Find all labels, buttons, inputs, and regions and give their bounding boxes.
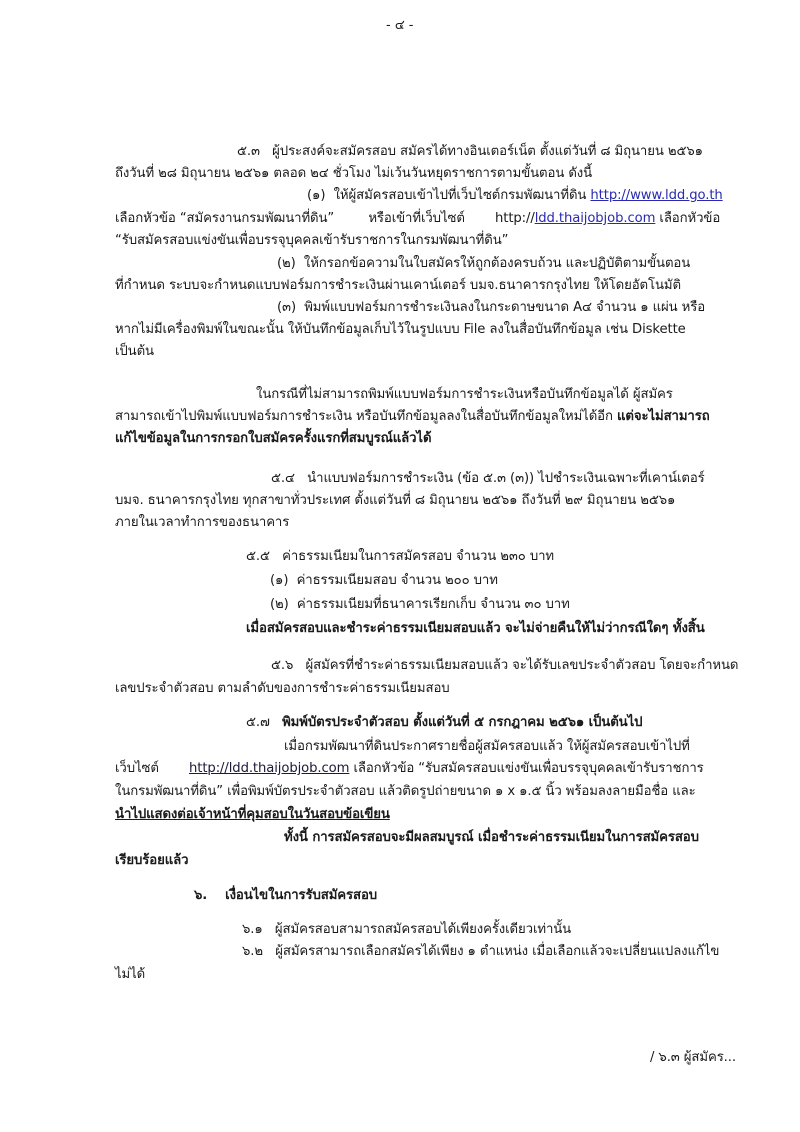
section-5-3-item2-line2: ที่กำหนด ระบบจะกำหนดแบบฟอร์มการชำระเงินผ่านเคาน์เตอร์ บมจ.ธนาคารกรุงไทย ให้โดยอัตโนมัติ	[115, 278, 681, 293]
section-5-7-line3: ในกรมพัฒนาที่ดิน” เพื่อพิมพ์บัตรประจำตัวสอบ แล้วติดรูปถ่ายขนาด ๑ x ๑.๕ นิ้ว พร้อมลงลายมือชื่อ และ	[115, 784, 696, 799]
item1-or-visit: หรือเข้าที่เว็บไซต์	[368, 211, 465, 226]
fee-item-2	[270, 596, 570, 614]
section-6-title: เงื่อนไขในการรับสมัครสอบ	[225, 888, 378, 903]
section-5-5-line	[246, 548, 554, 566]
page-number: - ๔ -	[386, 18, 414, 33]
item1-text: ให้ผู้สมัครสอบเข้าไปที่เว็บไซต์กรมพัฒนาที่ดิน	[333, 188, 587, 203]
thaijobjob-link[interactable]: ldd.thaijobjob.com	[534, 211, 656, 226]
section-5-6-line2: เลขประจำตัวสอบ ตามลำดับของการชำระค่าธรรมเนียมสอบ	[115, 681, 450, 696]
item3-number: (๓)	[277, 300, 297, 315]
section-5-3-text: ผู้ประสงค์จะสมัครสอบ สมัครได้ทางอินเตอร์เน็ต ตั้งแต่วันที่ ๘ มิถุนายน ๒๕๖๑	[272, 144, 703, 159]
section-5-6-text: ผู้สมัครที่ชำระค่าธรรมเนียมสอบแล้ว จะได้รับเลขประจำตัวสอบ โดยจะกำหนด	[305, 658, 739, 673]
section-5-7-title: พิมพ์บัตรประจำตัวสอบ ตั้งแต่วันที่ ๕ กรกฎาคม ๒๕๖๑ เป็นต้นไป	[282, 715, 643, 730]
section-5-4-text: นำแบบฟอร์มการชำระเงิน (ข้อ ๕.๓ (๓)) ไปชำระเงินเฉพาะที่เคาน์เตอร์	[307, 471, 705, 486]
thaijobjob-print-link[interactable]: http://ldd.thaijobjob.com	[189, 761, 350, 776]
fee-item-1-text: ค่าธรรมเนียมสอบ จำนวน ๒๐๐ บาท	[296, 573, 498, 588]
section-6-1-number: ๖.๑	[242, 922, 263, 937]
item2-text: ให้กรอกข้อความในใบสมัครให้ถูกต้องครบถ้วน และปฏิบัติตามขั้นตอน	[303, 256, 691, 271]
note-bold-text: แต่จะไม่สามารถ	[616, 409, 710, 424]
section-6-number: ๖.	[194, 888, 208, 903]
section-5-3-item3-line1	[277, 299, 705, 317]
section-5-4-line2: บมจ. ธนาคารกรุงไทย ทุกสาขาทั่วประเทศ ตั้งแต่วันที่ ๘ มิถุนายน ๒๕๖๑ ถึงวันที่ ๒๙ มิถุนายน ๒๕๖๑	[115, 493, 676, 508]
section-5-3-item3-line2: หากไม่มีเครื่องพิมพ์ในขณะนั้น ให้บันทึกข้อมูลเก็บไว้ในรูปแบบ File ลงในสื่อบันทึกข้อมูล เช่น Diskette	[115, 322, 686, 337]
section-5-3-number: ๕.๓	[237, 144, 260, 159]
fee-item-1	[270, 572, 498, 590]
section-5-4-number: ๕.๔	[271, 471, 295, 486]
section-5-4-line3: ภายในเวลาทำการของธนาคาร	[115, 515, 290, 530]
section-5-7-title-line	[246, 714, 642, 732]
section-5-7-select-topic: เลือกหัวข้อ “รับสมัครสอบแข่งขันเพื่อบรรจุบุคคลเข้ารับราชการ	[353, 761, 704, 776]
note-normal-text: สามารถเข้าไปพิมพ์แบบฟอร์มการชำระเงิน หรือบันทึกข้อมูลลงในสื่อบันทึกข้อมูลใหม่ได้อีก	[115, 409, 613, 424]
section-5-7-number: ๕.๗	[246, 715, 270, 730]
item3-text: พิมพ์แบบฟอร์มการชำระเงินลงในกระดาษขนาด A๔ จำนวน ๑ แผ่น หรือ	[304, 300, 706, 315]
section-5-7-website-label: เว็บไซต์	[115, 761, 159, 776]
section-5-3-note-line1: ในกรณีที่ไม่สามารถพิมพ์แบบฟอร์มการชำระเงินหรือบันทึกข้อมูลได้ ผู้สมัคร	[256, 387, 673, 402]
section-5-5-number: ๕.๕	[246, 549, 270, 564]
ldd-website-link[interactable]: http://www.ldd.go.th	[590, 188, 723, 203]
section-5-7-line1: เมื่อกรมพัฒนาที่ดินประกาศรายชื่อผู้สมัครสอบแล้ว ให้ผู้สมัครสอบเข้าไปที่	[284, 739, 690, 754]
section-5-6-number: ๕.๖	[271, 658, 294, 673]
section-5-7-summary-line1: ทั้งนี้ การสมัครสอบจะมีผลสมบูรณ์ เมื่อชำระค่าธรรมเนียมในการสมัครสอบ	[284, 830, 699, 845]
section-5-7-underlined-note: นำไปแสดงต่อเจ้าหน้าที่คุมสอบในวันสอบข้อเขียน	[115, 807, 390, 822]
section-6-2-text: ผู้สมัครสามารถเลือกสมัครได้เพียง ๑ ตำแหน่ง เมื่อเลือกแล้วจะเปลี่ยนแปลงแก้ไข	[275, 944, 720, 959]
continuation-footer: / ๖.๓ ผู้สมัคร...	[650, 1050, 736, 1065]
item1-select-topic-2: เลือกหัวข้อ	[659, 211, 721, 226]
item2-number: (๒)	[277, 256, 296, 271]
section-5-5-text: ค่าธรรมเนียมในการสมัครสอบ จำนวน ๒๓๐ บาท	[282, 549, 555, 564]
section-5-3-note-line2	[115, 408, 710, 426]
section-6-1	[242, 921, 571, 939]
item1-url-prefix: http://	[494, 211, 535, 226]
section-5-6-line1	[271, 657, 738, 675]
section-5-3-item2-line1	[277, 255, 690, 273]
item1-select-topic: เลือกหัวข้อ “สมัครงานกรมพัฒนาที่ดิน”	[115, 211, 335, 226]
section-5-3-item3-line3: เป็นต้น	[115, 344, 154, 359]
section-5-3-note-line3: แก้ไขข้อมูลในการกรอกใบสมัครครั้งแรกที่สมบูรณ์แล้วได้	[115, 431, 432, 446]
section-5-3-line2: ถึงวันที่ ๒๘ มิถุนายน ๒๕๖๑ ตลอด ๒๔ ชั่วโมง ไม่เว้นวันหยุดราชการตามขั้นตอน ดังนี้	[115, 166, 593, 181]
fee-item-2-text: ค่าธรรมเนียมที่ธนาคารเรียกเก็บ จำนวน ๓๐ บาท	[296, 597, 570, 612]
no-refund-note: เมื่อสมัครสอบและชำระค่าธรรมเนียมสอบแล้ว จะไม่จ่ายคืนให้ไม่ว่ากรณีใดๆ ทั้งสิ้น	[246, 621, 705, 636]
section-5-3-item1-line1	[307, 187, 723, 205]
section-6-1-text: ผู้สมัครสอบสามารถสมัครสอบได้เพียงครั้งเดียวเท่านั้น	[274, 922, 572, 937]
item1-number: (๑)	[307, 188, 326, 203]
section-6-2-number: ๖.๒	[242, 944, 263, 959]
section-5-3-item1-line2	[115, 210, 720, 228]
fee-item-1-number: (๑)	[270, 573, 289, 588]
section-6-2-continuation: ไม่ได้	[115, 967, 146, 982]
section-6-2	[242, 943, 719, 961]
fee-item-2-number: (๒)	[270, 597, 289, 612]
section-5-3-item1-line3: “รับสมัครสอบแข่งขันเพื่อบรรจุบุคคลเข้ารับราชการในกรมพัฒนาที่ดิน”	[115, 233, 509, 248]
section-5-7-summary-line2: เรียบร้อยแล้ว	[115, 853, 189, 868]
section-5-3-line1	[237, 143, 703, 161]
section-5-4-line1	[271, 470, 705, 488]
section-6-heading	[194, 887, 377, 905]
section-5-7-line2	[115, 760, 704, 778]
